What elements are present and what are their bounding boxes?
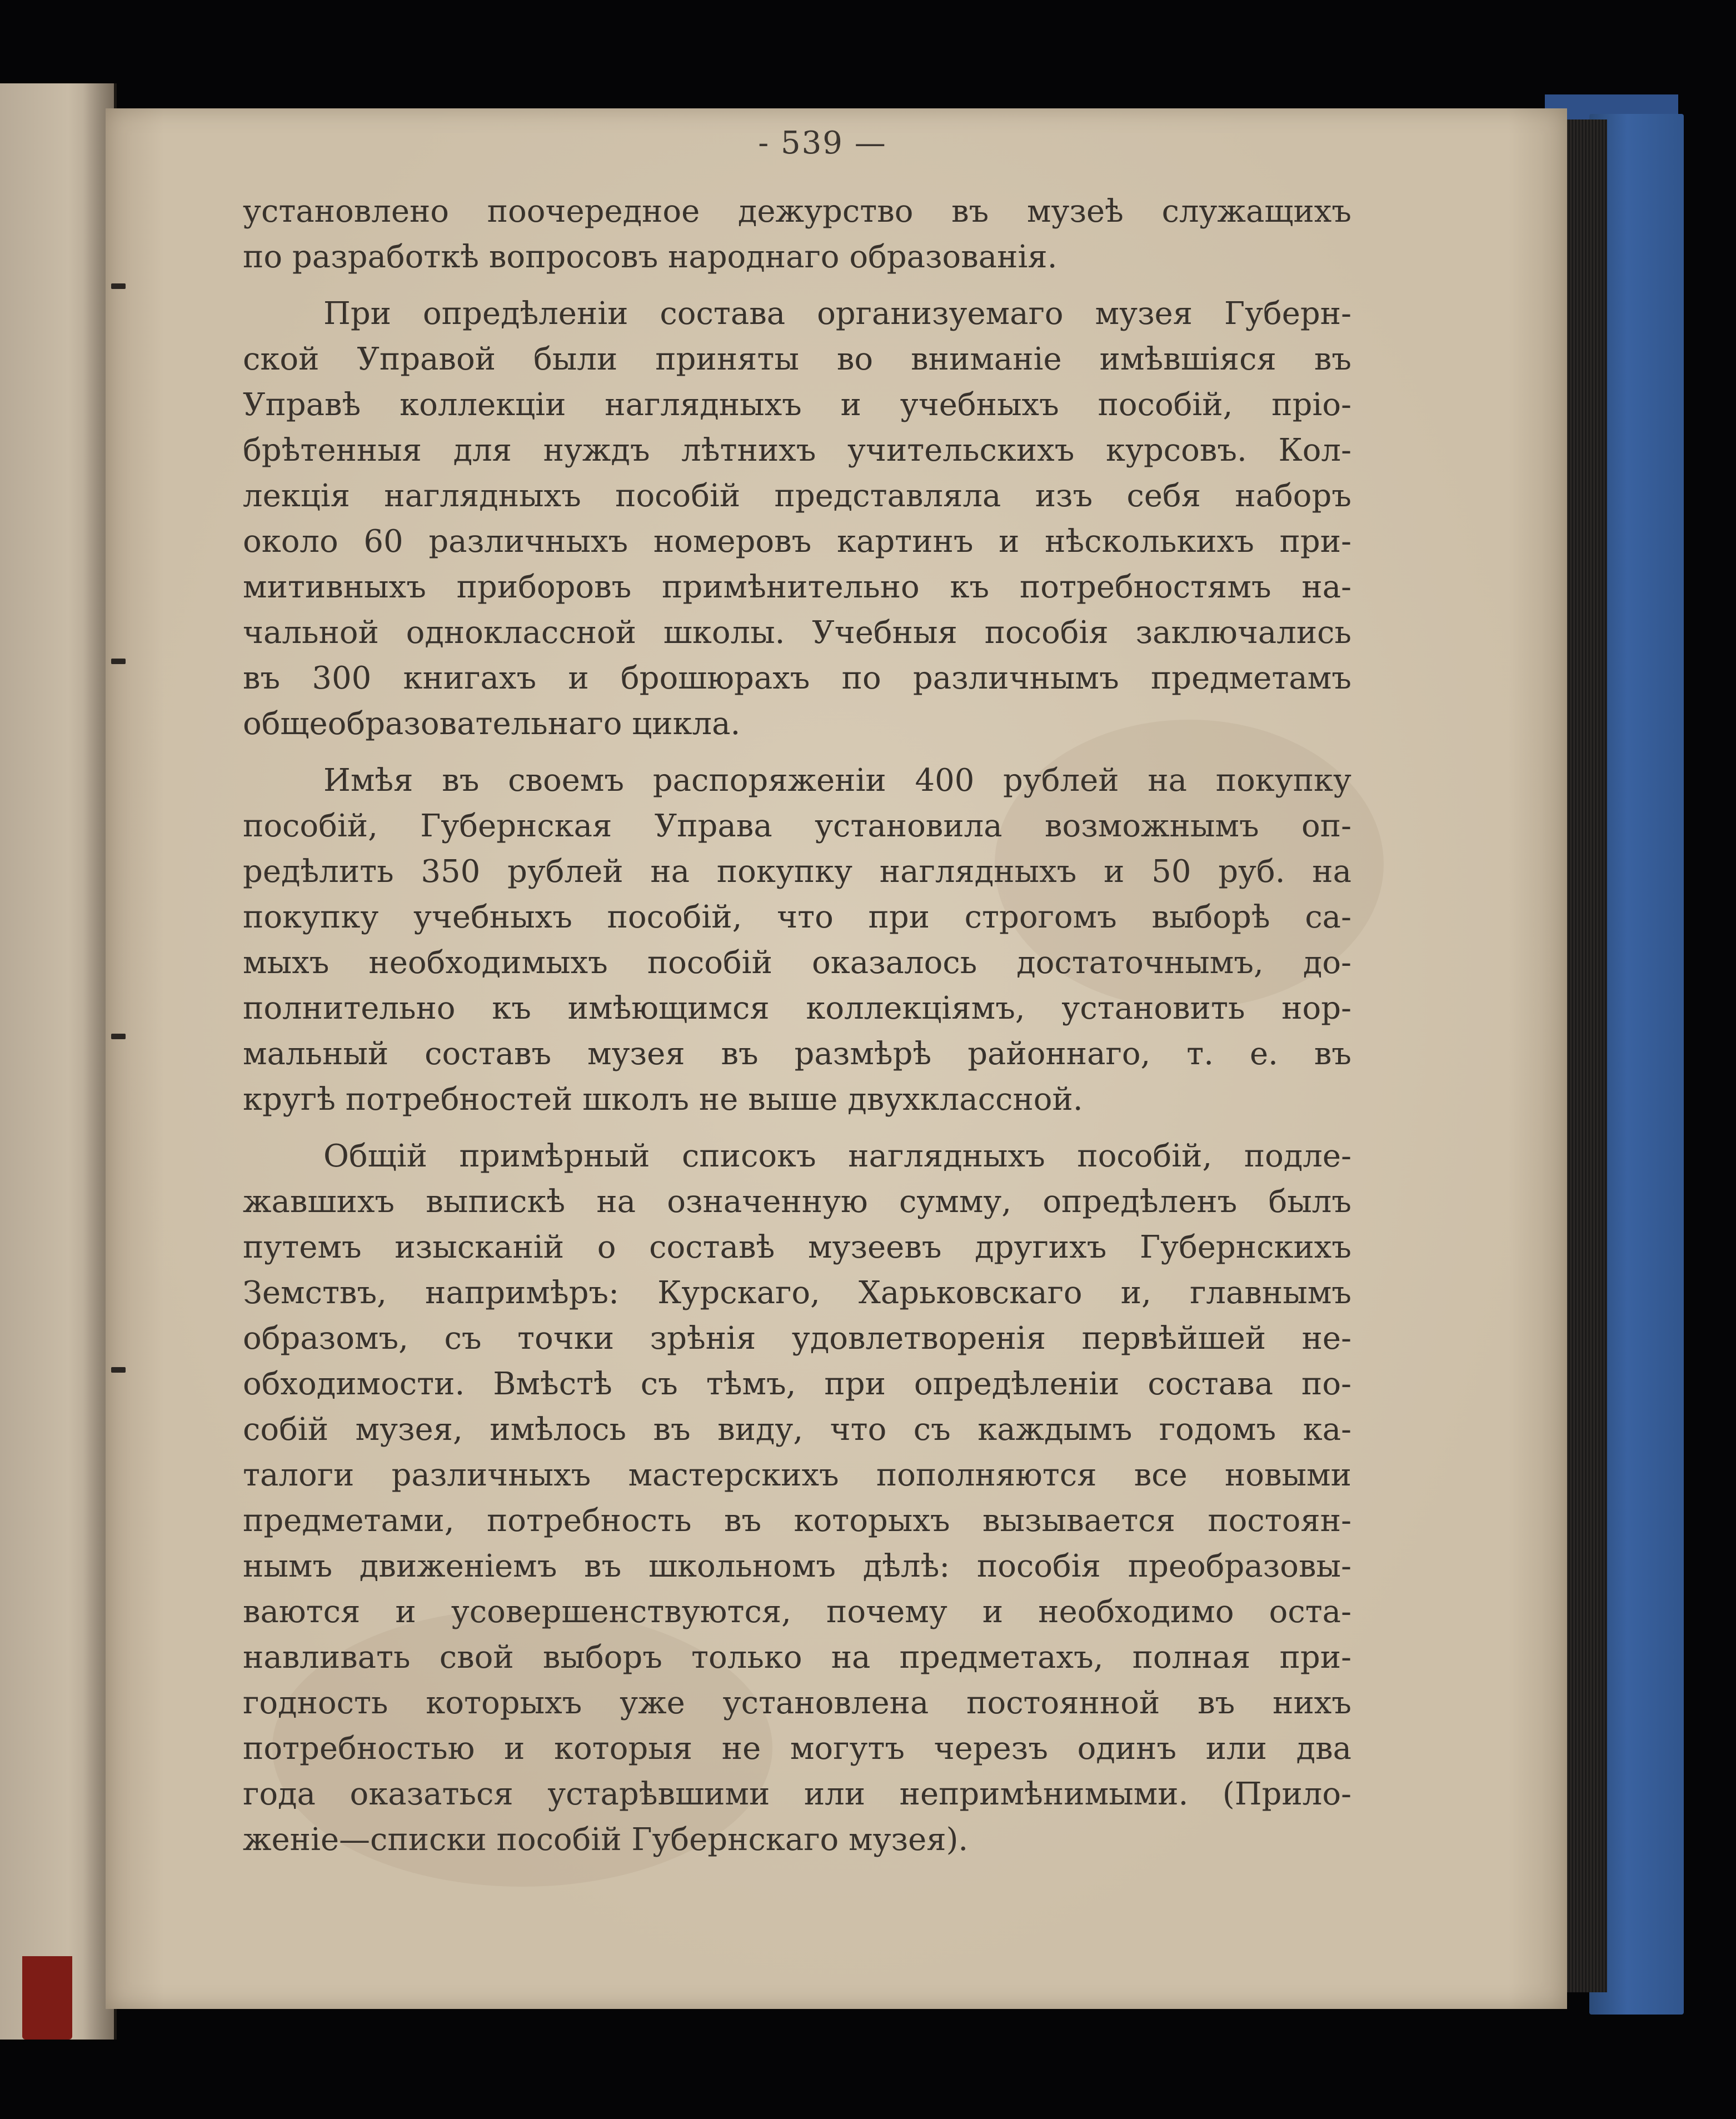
text-line: мыхъ необходимыхъ пособій оказалось достаточнымъ, до- (243, 945, 1351, 981)
page-number: - 539 — (758, 125, 887, 161)
text-line: полнительно къ имѣющимся коллекціямъ, установить нор- (243, 990, 1351, 1026)
text-line: пособій, Губернская Управа установила возможнымъ оп- (243, 808, 1351, 844)
text-line: Управѣ коллекціи наглядныхъ и учебныхъ пособій, пріо- (243, 387, 1351, 423)
text-line: въ 300 книгахъ и брошюрахъ по различнымъ предметамъ (243, 660, 1351, 696)
text-line: мальный составъ музея въ размѣрѣ районнаго, т. е. въ (243, 1036, 1351, 1072)
text-line: брѣтенныя для нуждъ лѣтнихъ учительскихъ курсовъ. Кол- (243, 432, 1351, 468)
paragraph-gap (243, 1123, 1351, 1134)
paragraph-gap (243, 747, 1351, 758)
binding-mark (111, 1034, 126, 1039)
text-line: навливать свой выборъ только на предметахъ, полная при- (243, 1639, 1351, 1676)
text-line: собій музея, имѣлось въ виду, что съ каждымъ годомъ ка- (243, 1412, 1351, 1448)
text-line: лекція наглядныхъ пособій представляла изъ себя наборъ (243, 478, 1351, 514)
text-line: Общій примѣрный списокъ наглядныхъ пособій, подле- (323, 1138, 1351, 1174)
text-line: чальной одноклассной школы. Учебныя пособія заключались (243, 615, 1351, 651)
text-line: образомъ, съ точки зрѣнія удовлетворенія первѣйшей не- (243, 1320, 1351, 1357)
page-edges (1563, 119, 1607, 1992)
text-line: талоги различныхъ мастерскихъ пополняются все новыми (243, 1457, 1351, 1493)
paragraph (243, 189, 1351, 280)
body-text (243, 189, 1351, 1863)
binding-mark (111, 283, 126, 289)
text-line: ваются и усовершенствуются, почему и необходимо оста- (243, 1594, 1351, 1630)
text-line: При опредѣленіи состава организуемаго музея Губерн- (323, 296, 1351, 332)
binding-mark (111, 1367, 126, 1373)
text-line: около 60 различныхъ номеровъ картинъ и нѣсколькихъ при- (243, 523, 1351, 560)
text-line: кругѣ потребностей школъ не выше двухклассной. (243, 1081, 1083, 1118)
text-line: предметами, потребность въ которыхъ вызывается постоян- (243, 1503, 1351, 1539)
text-line: года оказаться устарѣвшими или непримѣнимыми. (Прило- (243, 1776, 1351, 1812)
text-line: редѣлить 350 рублей на покупку наглядныхъ и 50 руб. на (243, 854, 1351, 890)
text-line: потребностью и которыя не могутъ черезъ одинъ или два (243, 1731, 1351, 1767)
text-line: жавшихъ выпискѣ на означенную сумму, опредѣленъ былъ (243, 1184, 1351, 1220)
paragraph (243, 1134, 1351, 1863)
text-line: женіе—списки пособій Губернскаго музея). (243, 1822, 969, 1858)
text-line: обходимости. Вмѣстѣ съ тѣмъ, при опредѣленіи состава по- (243, 1366, 1351, 1402)
text-line: по разработкѣ вопросовъ народнаго образованія. (243, 239, 1057, 275)
text-line: установлено поочередное дежурство въ музеѣ служащихъ (243, 193, 1351, 230)
text-line: покупку учебныхъ пособій, что при строгомъ выборѣ са- (243, 899, 1351, 935)
paragraph (243, 758, 1351, 1123)
text-line: ской Управой были приняты во вниманіе имѣвшіяся въ (243, 341, 1351, 377)
text-line: митивныхъ приборовъ примѣнительно къ потребностямъ на- (243, 569, 1351, 605)
text-line: общеобразовательнаго цикла. (243, 706, 741, 742)
paragraph-gap (243, 280, 1351, 291)
text-line: нымъ движеніемъ въ школьномъ дѣлѣ: пособія преобразовы- (243, 1548, 1351, 1584)
bookmark-ribbon (22, 1956, 72, 2040)
text-line: годность которыхъ уже установлена постоянной въ нихъ (243, 1685, 1351, 1721)
binding-mark (111, 659, 126, 664)
text-line: путемъ изысканій о составѣ музеевъ другихъ Губернскихъ (243, 1229, 1351, 1265)
text-line: Земствъ, напримѣръ: Курскаго, Харьковскаго и, главнымъ (243, 1275, 1351, 1311)
paragraph (243, 291, 1351, 747)
text-line: Имѣя въ своемъ распоряженіи 400 рублей на покупку (323, 762, 1351, 799)
